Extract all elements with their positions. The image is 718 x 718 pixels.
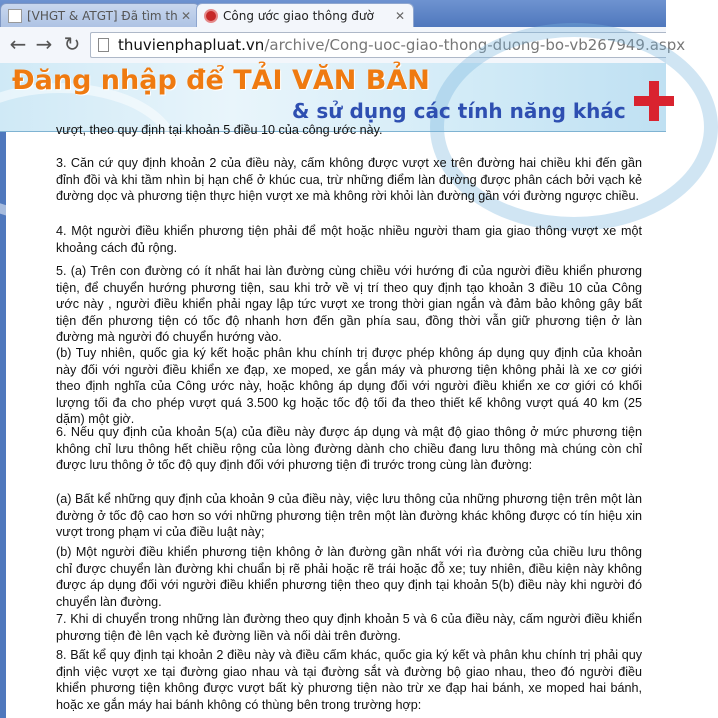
document-icon (8, 9, 22, 23)
paragraph: 6. Nếu quy định của khoản 5(a) của điều này được áp dụng và mật độ giao thông ở mức phương tiện không chỉ lưu thông hết chiều rộng của lòng đường dành cho chiều đang lưu thông mà chúng còn chỉ được lưu thông ở tốc độ quy định đối với phương tiện đi trước trong cùng làn đường: (56, 425, 642, 472)
banner-headline: Đăng nhập để TẢI VĂN BẢN (12, 65, 430, 96)
close-tab-icon[interactable]: ✕ (180, 9, 191, 23)
reload-icon[interactable]: ↻ (63, 32, 81, 56)
document-body (0, 123, 666, 718)
banner-subline: & sử dụng các tính năng khác (292, 99, 626, 123)
partial-line: vượt, theo quy định tại khoản 5 điều 10 của công ước này. (56, 123, 383, 137)
back-arrow-icon[interactable]: ← (9, 32, 27, 56)
paragraph: 8. Bất kể quy định tại khoản 2 điều này và điều cấm khác, quốc gia ký kết và phân khu chính trị phải quy định việc vượt xe tại đường giao nhau và tại đường sắt và đường bộ giao nhau, theo đó người điều khiển phương tiện không được vượt bất kỳ phương tiện nào trừ xe đạp hai bánh, xe moped hai bánh, hoặc xe gắn máy hai bánh không có thùng bên trong trường hợp: (56, 648, 642, 712)
tab-vhgt[interactable] (0, 3, 200, 27)
paragraph: 3. Căn cứ quy định khoản 2 của điều này, cấm không được vượt xe trên đường hai chiều khi đến gần đỉnh đồi và khi tầm nhìn bị hạn chế ở khúc cua, trừ những điểm làn đường được phân cách bởi vạch kẻ đường dọc và phương tiện thực hiện vượt xe mà không rời khỏi làn đường gần với đường ngược chiều. (56, 156, 642, 203)
site-logo-icon (204, 9, 218, 23)
paragraph: 7. Khi di chuyển trong những làn đường theo quy định khoản 5 và 6 của điều này, cấm người điều khiển phương tiện đè lên vạch kẻ đường liền và nối dài trên đường. (56, 612, 642, 643)
tab-cong-uoc[interactable] (196, 3, 414, 27)
close-tab-icon[interactable]: ✕ (394, 9, 405, 23)
paragraph: 5. (a) Trên con đường có ít nhất hai làn đường cùng chiều với hướng đi của người điều khiển phương tiện, để chuyển hướng phương tiện, sau khi trở về vị trí theo quy định tạo khoản 3 điều 10 của Công ước này , người điều khiển phải ngay lập tức vượt xe trong thời gian ngắn và đảm bảo không gây bất tiện đến phương tiện có tốc độ nhanh hơn đến gần phía sau, đồng thời vẫn giữ phương tiện ở làn đường mà người đó chuyển hướng vào. (56, 264, 642, 344)
forward-arrow-icon[interactable]: → (35, 32, 53, 56)
page-icon (98, 38, 109, 52)
plus-icon (634, 81, 674, 121)
url-text[interactable]: thuvienphapluat.vn/archive/Cong-uoc-giao-thong-duong-bo-vb267949.aspx (118, 36, 686, 54)
paragraph: (a) Bất kể những quy định của khoản 9 của điều này, việc lưu thông của những phương tiện trên một làn đường ở tốc độ cao hơn so với những phương tiện trên một làn đường khác không được có tín hiệu xin vượt trong phạm vi của điều luật này; (56, 492, 642, 539)
tab-title: [VHGT & ATGT] Đã tìm th (27, 9, 178, 23)
paragraph: (b) Một người điều khiển phương tiện không ở làn đường gần nhất với rìa đường của chiều lưu thông chỉ được chuyển làn đường khi chuẩn bị rẽ phải hoặc rẽ trái hoặc đỗ xe; tuy nhiên, điều kiện này không được áp dụng đối với người điều khiển phương tiện theo quy định tại khoản 5(b) điều này khi người đó chuyển làn đường. (56, 545, 642, 609)
paragraph: 4. Một người điều khiển phương tiện phải để một hoặc nhiều người tham gia giao thông vượt xe một khoảng cách đủ rộng. (56, 224, 642, 255)
tab-title: Công ước giao thông đườ (223, 9, 374, 23)
paragraph: (b) Tuy nhiên, quốc gia ký kết hoặc phân khu chính trị được phép không áp dụng quy định của khoản này đối với người điều khiển xe đạp, xe moped, xe gắn máy và phương tiện không phải là xe cơ giới theo định nghĩa của Công ước này, hoặc không áp dụng đối với người điều khiển xe cơ giới có khối lượng tối đa cho phép vượt quá 3.500 kg hoặc tốc độ tối đa theo thiết kế không vượt quá 40 km (25 dặm) một giờ. (56, 346, 642, 426)
